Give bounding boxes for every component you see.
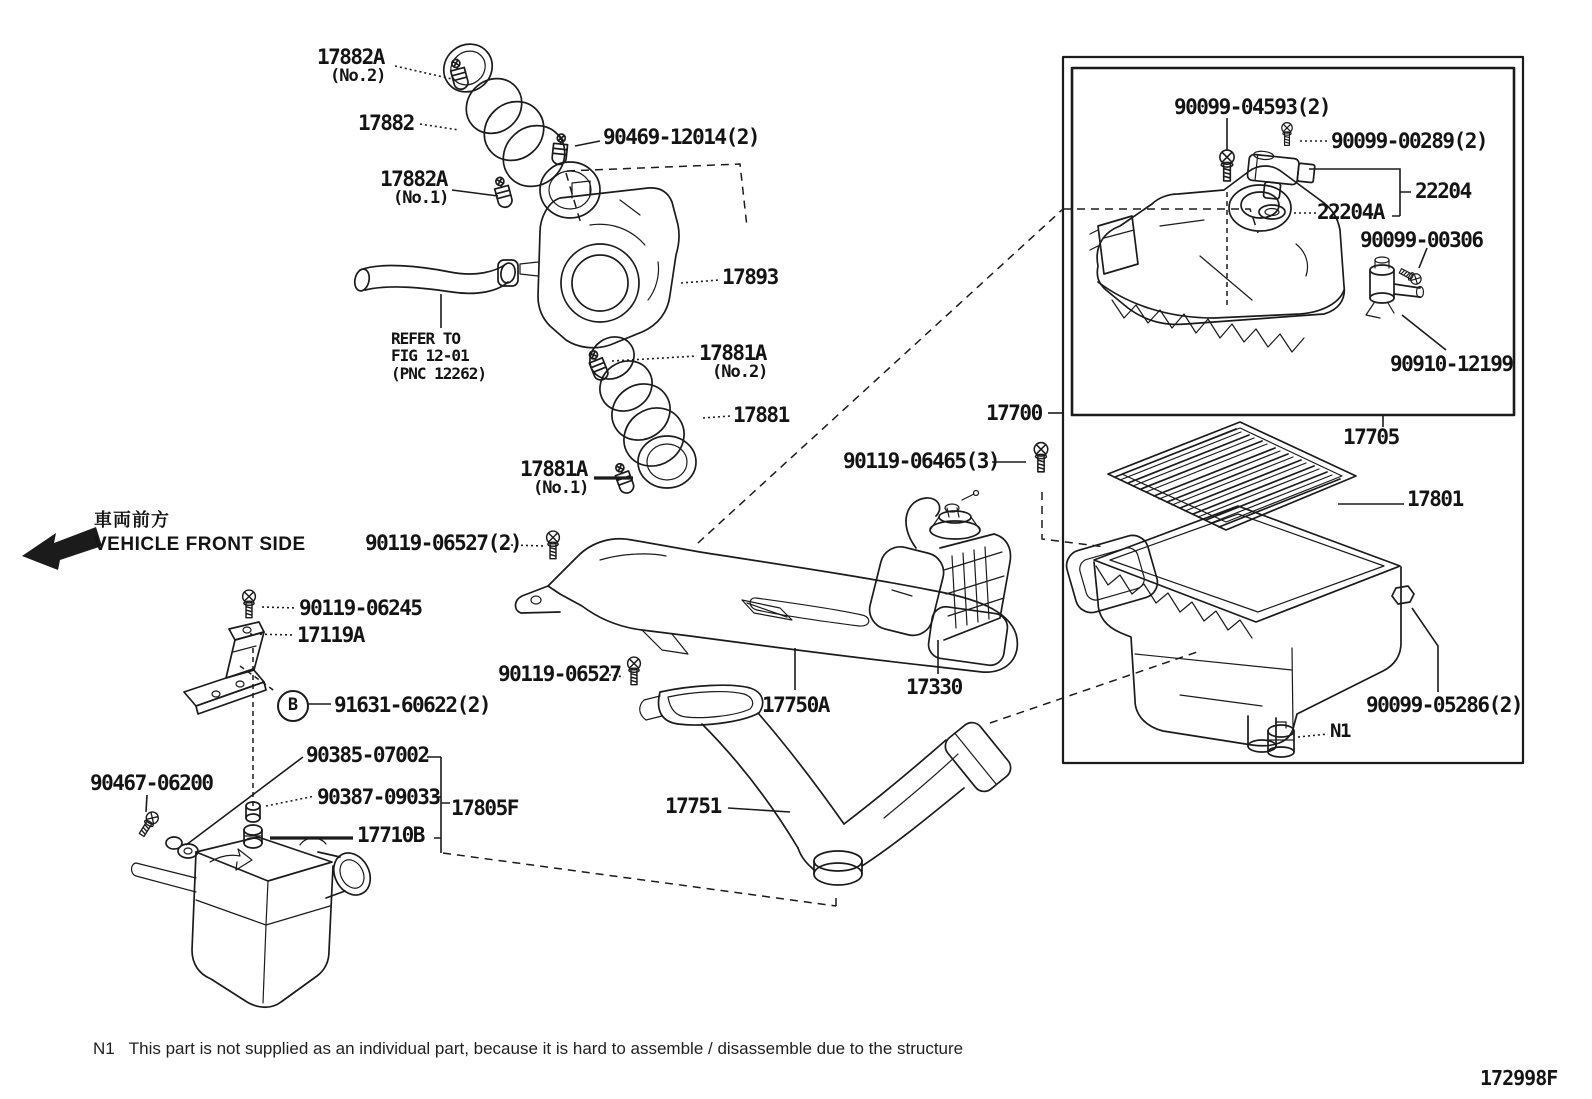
callout-22204: 22204 xyxy=(1415,179,1471,203)
callout-90119-06527x2: 90119-06527(2) xyxy=(365,531,522,555)
callout-17750a: 17750A xyxy=(762,693,829,717)
callout-17751: 17751 xyxy=(665,794,721,818)
front-side-label-en: VEHICLE FRONT SIDE xyxy=(94,534,306,555)
inlet-case-17805f xyxy=(132,837,378,1007)
callout-17881: 17881 xyxy=(733,403,789,427)
callout-17881a-no1: 17881A (No.1) xyxy=(520,457,589,499)
callout-90387-09033: 90387-09033 xyxy=(317,785,440,809)
callout-90469-12014: 90469-12014(2) xyxy=(603,125,760,149)
callout-91631-60622: 91631-60622(2) xyxy=(334,693,491,717)
callout-90119-06465: 90119-06465(3) xyxy=(843,449,1000,473)
drawing-code: 172998F xyxy=(1480,1066,1558,1090)
callout-17700: 17700 xyxy=(986,401,1042,425)
callout-90119-06527: 90119-06527 xyxy=(498,662,621,686)
air-cleaner-cap-17705 xyxy=(1090,166,1344,352)
bolt-90467-06200 xyxy=(137,810,198,858)
callout-17882a-no1: 17882A (No.1) xyxy=(380,167,449,209)
callout-17881a-no2: 17881A (No.2) xyxy=(699,341,768,383)
front-side-label-jp: 車両前方 xyxy=(94,510,170,531)
callout-90099-04593: 90099-04593(2) xyxy=(1174,95,1331,119)
joint-symbol-b: B xyxy=(277,690,309,722)
filter-element-17801 xyxy=(1108,422,1356,530)
callout-17801: 17801 xyxy=(1407,487,1463,511)
callout-17330: 17330 xyxy=(906,675,962,699)
callout-90099-00289: 90099-00289(2) xyxy=(1331,129,1488,153)
refer-note: REFER TO FIG 12-01 (PNC 12262) xyxy=(391,329,486,383)
callout-22204a: 22204A xyxy=(1317,200,1384,224)
footnote: N1 This part is not supplied as an individual part, because it is hard to assemble / disassemble due to the structure xyxy=(93,1039,964,1058)
grommet-n1 xyxy=(1268,722,1294,757)
bracket-17119a xyxy=(184,622,266,714)
callout-17805f: 17805F xyxy=(451,796,518,820)
callout-17710b: 17710B xyxy=(357,823,424,847)
callout-n1: N1 xyxy=(1330,720,1350,742)
air-cleaner-case xyxy=(1063,506,1414,752)
hose-17881 xyxy=(582,328,696,495)
callout-90099-05286: 90099-05286(2) xyxy=(1366,693,1523,717)
vehicle-front-arrow xyxy=(22,527,102,570)
pipe-refer-fig12 xyxy=(353,260,518,293)
callout-90385-07002: 90385-07002 xyxy=(306,743,429,767)
callout-17882: 17882 xyxy=(358,111,414,135)
resonator-17893 xyxy=(520,181,679,348)
callout-90099-00306: 90099-00306 xyxy=(1360,228,1483,252)
callout-17882a-no2: 17882A (No.2) xyxy=(317,45,386,87)
callout-90467-06200: 90467-06200 xyxy=(90,771,213,795)
callout-17893: 17893 xyxy=(722,265,778,289)
air-flow-meter-17330 xyxy=(865,491,1010,641)
leader-lines xyxy=(146,66,1446,853)
callout-90119-06245: 90119-06245 xyxy=(299,596,422,620)
grommet-17710b xyxy=(244,825,262,848)
duct-17750a xyxy=(515,539,1017,672)
callout-17119a: 17119A xyxy=(297,623,364,647)
callout-17705: 17705 xyxy=(1343,425,1399,449)
valve-90910-12199 xyxy=(1366,257,1424,318)
callout-90910-12199: 90910-12199 xyxy=(1390,352,1513,376)
